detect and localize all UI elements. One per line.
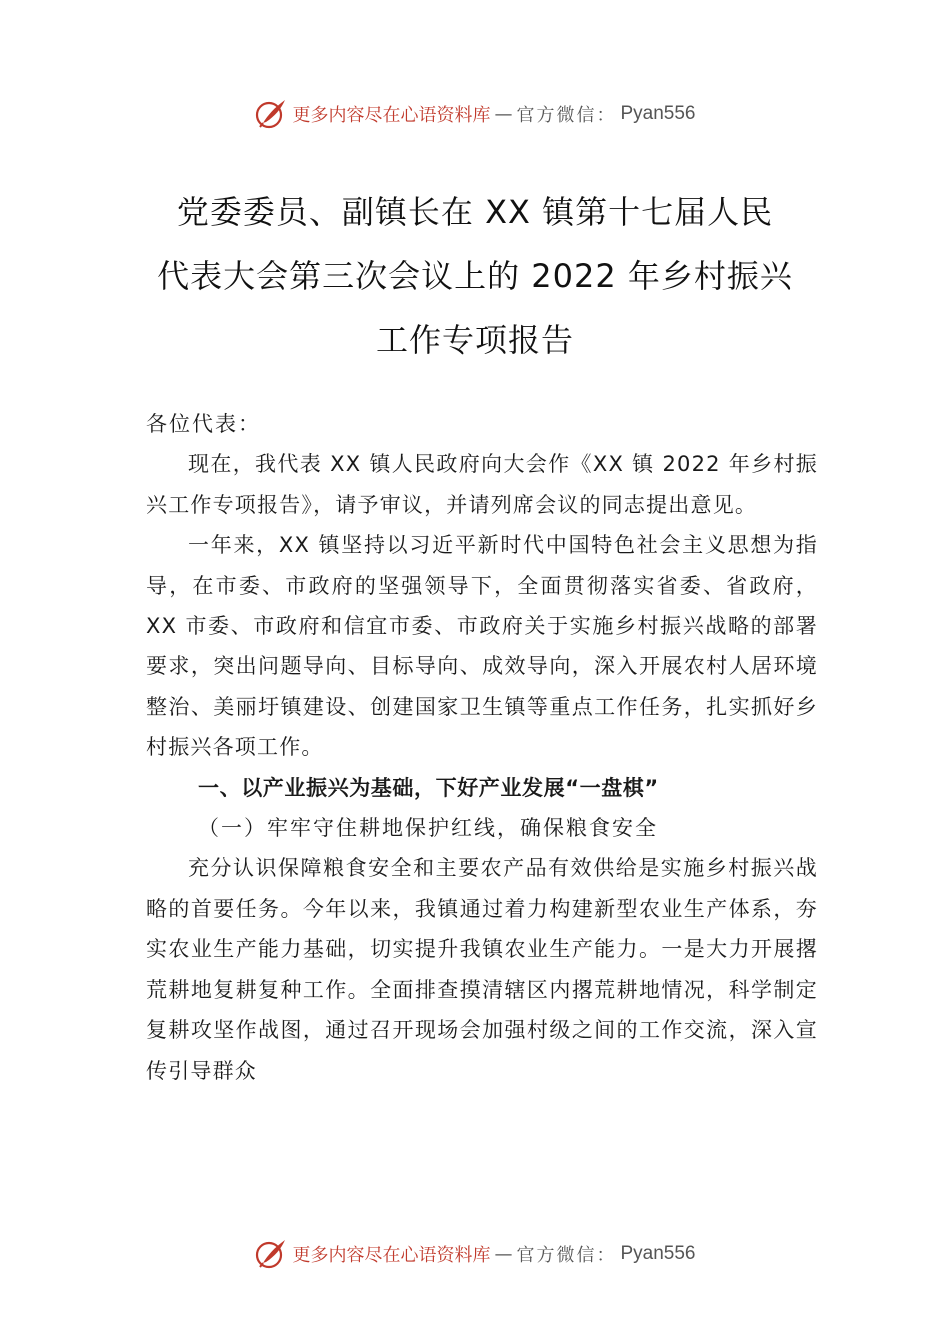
watermark-library-text: 更多内容尽在心语资料库	[292, 1245, 491, 1266]
header-watermark	[0, 94, 950, 134]
footer-watermark	[0, 1234, 950, 1274]
watermark-separator: —	[494, 103, 513, 125]
title-line-3: 工作专项报告	[375, 321, 574, 359]
quill-pen-logo-icon	[254, 1237, 288, 1271]
subsection-heading-1: （一）牢牢守住耕地保护红线，确保粮食安全	[198, 816, 658, 841]
section-heading-1: 一、以产业振兴为基础，下好产业发展“一盘棋”	[198, 775, 659, 800]
quill-pen-logo-icon	[254, 97, 288, 131]
document-title	[120, 180, 830, 372]
paragraph-overview: 一年来，XX 镇坚持以习近平新时代中国特色社会主义思想为指导，在市委、市政府的坚强领导下，全面贯彻落实省委、省政府，XX 市委、市政府和信宜市委、市政府关于实施乡村振兴战略的部署要求，突出问题导向、目标导向、成效导向，深入开展农村人居环境整治、美丽圩镇建设、创建国家卫生镇等重点工作任务，扎实抓好乡村振兴各项工作。	[146, 533, 818, 760]
paragraph-intro: 现在，我代表 XX 镇人民政府向大会作《XX 镇 2022 年乡村振兴工作专项报告》，请予审议，并请列席会议的同志提出意见。	[146, 452, 818, 517]
watermark-official-label: 官方微信：	[516, 105, 617, 126]
watermark-official-label: 官方微信：	[516, 1245, 617, 1266]
paragraph-food-security: 充分认识保障粮食安全和主要农产品有效供给是实施乡村振兴战略的首要任务。今年以来，我镇通过着力构建新型农业生产体系，夯实农业生产能力基础，切实提升我镇农业生产能力。一是大力开展撂荒耕地复耕复种工作。全面排查摸清辖区内撂荒耕地情况，科学制定复耕攻坚作战图，通过召开现场会加强村级之间的工作交流，深入宣传引导群众	[146, 856, 818, 1083]
document-body	[146, 404, 818, 1091]
salutation: 各位代表：	[146, 412, 261, 436]
title-line-1: 党委委员、副镇长在 XX 镇第十七届人民	[176, 193, 774, 231]
title-line-2: 代表大会第三次会议上的 2022 年乡村振兴	[157, 257, 793, 295]
watermark-library-text: 更多内容尽在心语资料库	[292, 105, 491, 126]
watermark-account-id: Pyan556	[620, 1243, 696, 1264]
watermark-separator: —	[494, 1243, 513, 1265]
watermark-account-id: Pyan556	[620, 103, 696, 124]
